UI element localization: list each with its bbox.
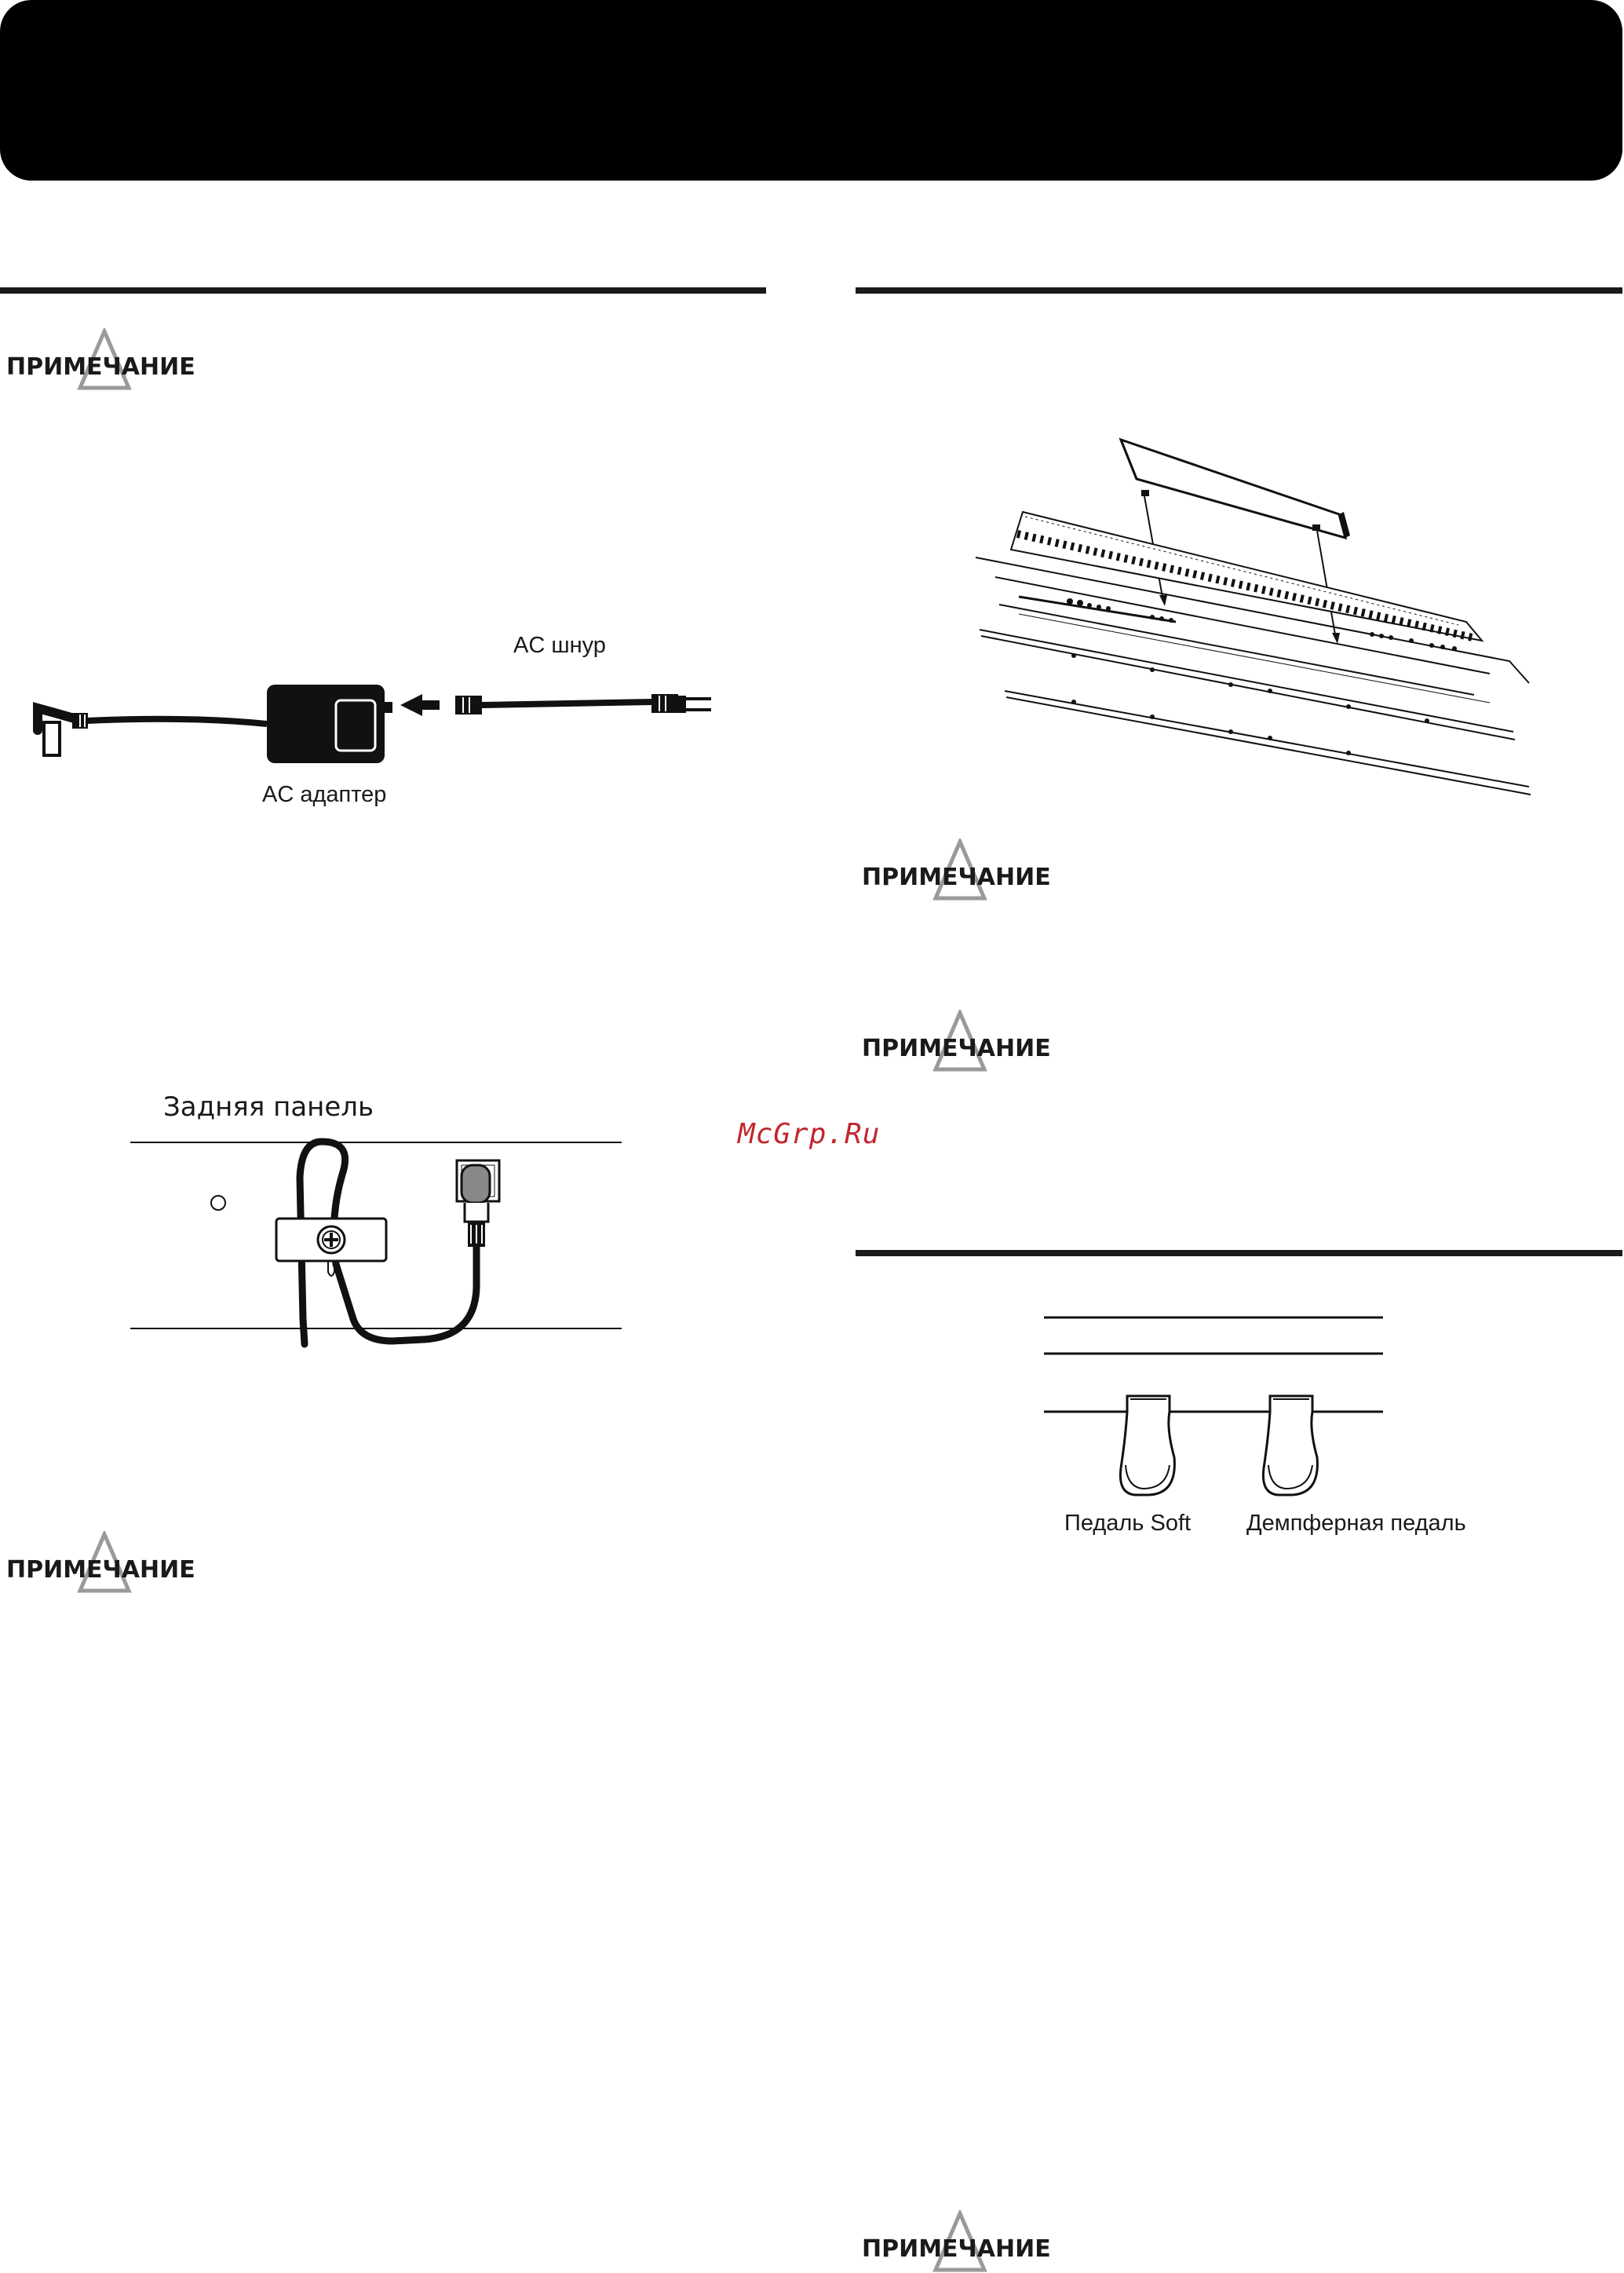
note-marker-4 — [6, 1531, 195, 1594]
rear-panel-label: Задняя панель — [163, 1091, 374, 1123]
page-header-bar — [0, 0, 1622, 181]
note-label: ПРИМЕЧАНИЕ — [6, 353, 195, 381]
section-rule-left — [0, 287, 766, 294]
note-label: ПРИМЕЧАНИЕ — [862, 864, 1051, 891]
note-label: ПРИМЕЧАНИЕ — [862, 2235, 1051, 2263]
soft-pedal-label: Педаль Soft — [1064, 1511, 1192, 1536]
note-marker-3 — [862, 1010, 1050, 1073]
note-label: ПРИМЕЧАНИЕ — [862, 1035, 1051, 1062]
music-stand-figure — [964, 424, 1545, 817]
note-marker-5 — [862, 2210, 1050, 2273]
section-rule-right-pedals — [856, 1250, 1622, 1256]
watermark-text: McGrp.Ru — [738, 1118, 881, 1150]
pedals-figure — [1041, 1311, 1386, 1500]
pedals-drawing — [1041, 1311, 1386, 1500]
ac-adapter-label: AC адаптер — [262, 782, 387, 807]
note-label: ПРИМЕЧАНИЕ — [6, 1556, 195, 1584]
rear-panel-figure — [126, 1131, 628, 1358]
note-marker-1 — [6, 328, 195, 391]
note-marker-2 — [862, 839, 1050, 901]
music-stand-drawing — [964, 424, 1545, 817]
ac-cord-label: AC шнур — [513, 633, 606, 658]
rear-panel-drawing — [126, 1131, 628, 1358]
section-rule-right-top — [856, 287, 1622, 294]
damper-pedal-label: Демпферная педаль — [1246, 1511, 1466, 1536]
